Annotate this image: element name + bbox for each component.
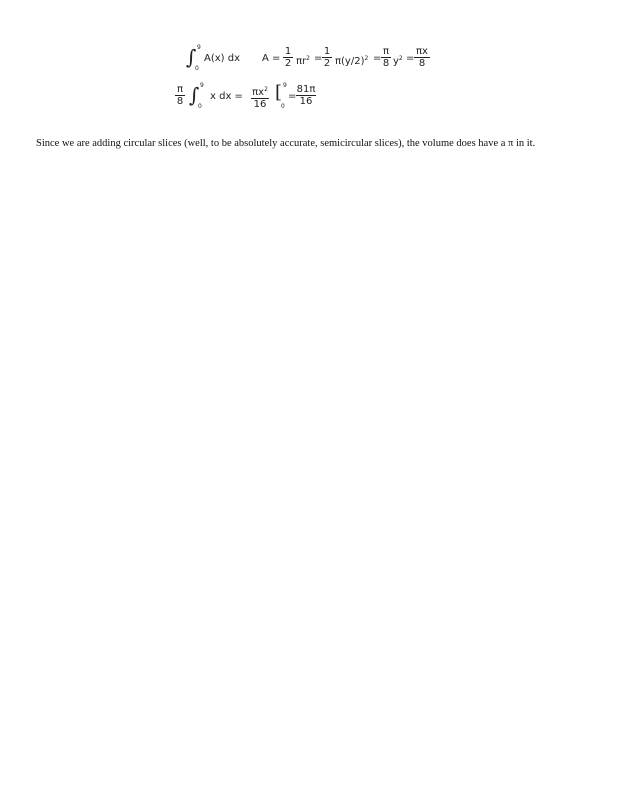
numerator: π: [176, 84, 184, 95]
exponent: 2: [398, 55, 403, 62]
integral-lower-limit: 0: [198, 103, 202, 110]
fraction-pi-x-squared-over-16: [251, 84, 269, 110]
equals-sign: =: [406, 53, 415, 64]
integrand: x dx =: [210, 91, 243, 102]
explanation-paragraph: Since we are adding circular slices (well, to be absolutely accurate, semicircular slices), the volume does have a π in it.: [36, 137, 536, 149]
equals-sign: =: [373, 53, 382, 64]
pi-x: πx: [252, 87, 265, 98]
evaluation-bracket: [: [275, 82, 283, 103]
pi-y-half: π(y/2): [335, 56, 365, 67]
denominator: 16: [253, 99, 267, 110]
pi-r-squared: [296, 53, 310, 67]
evaluation-lower-limit: 0: [281, 103, 285, 110]
y-squared: [393, 53, 403, 67]
integral-upper-limit: 9: [200, 82, 204, 89]
denominator: 2: [284, 58, 292, 69]
fraction-pi-over-8: [175, 84, 185, 107]
fraction-pi-over-8: [381, 46, 391, 69]
integral-lower-limit: 0: [195, 65, 199, 72]
equals-sign: =: [288, 91, 297, 102]
exponent: 2: [306, 55, 310, 62]
fraction-pi-x-over-8: [414, 46, 430, 69]
integral-sign: ∫: [186, 45, 197, 69]
pi-r: πr: [296, 56, 307, 67]
exponent: 2: [364, 55, 369, 62]
evaluation-upper-limit: 9: [283, 82, 287, 89]
y: y: [393, 56, 399, 67]
numerator: π: [382, 46, 390, 57]
numerator: πx: [416, 46, 428, 57]
denominator: 16: [299, 96, 313, 107]
pi-y-half-squared: [335, 53, 368, 67]
numerator: 1: [284, 46, 292, 57]
numerator: 1: [323, 46, 331, 57]
denominator: 8: [418, 58, 426, 69]
fraction-one-half: [283, 46, 293, 69]
fraction-one-half: [322, 46, 332, 69]
denominator: 2: [323, 58, 331, 69]
numerator: 81π: [296, 84, 316, 95]
exponent: 2: [264, 86, 268, 93]
integrand: A(x) dx: [204, 53, 241, 64]
integral-sign: ∫: [189, 83, 200, 107]
denominator: 8: [176, 96, 184, 107]
integral-upper-limit: 9: [197, 44, 201, 51]
area-equals: A =: [262, 53, 281, 64]
fraction-result: [296, 84, 316, 107]
equals-sign: =: [314, 53, 323, 64]
numerator: [251, 84, 269, 98]
denominator: 8: [382, 58, 390, 69]
